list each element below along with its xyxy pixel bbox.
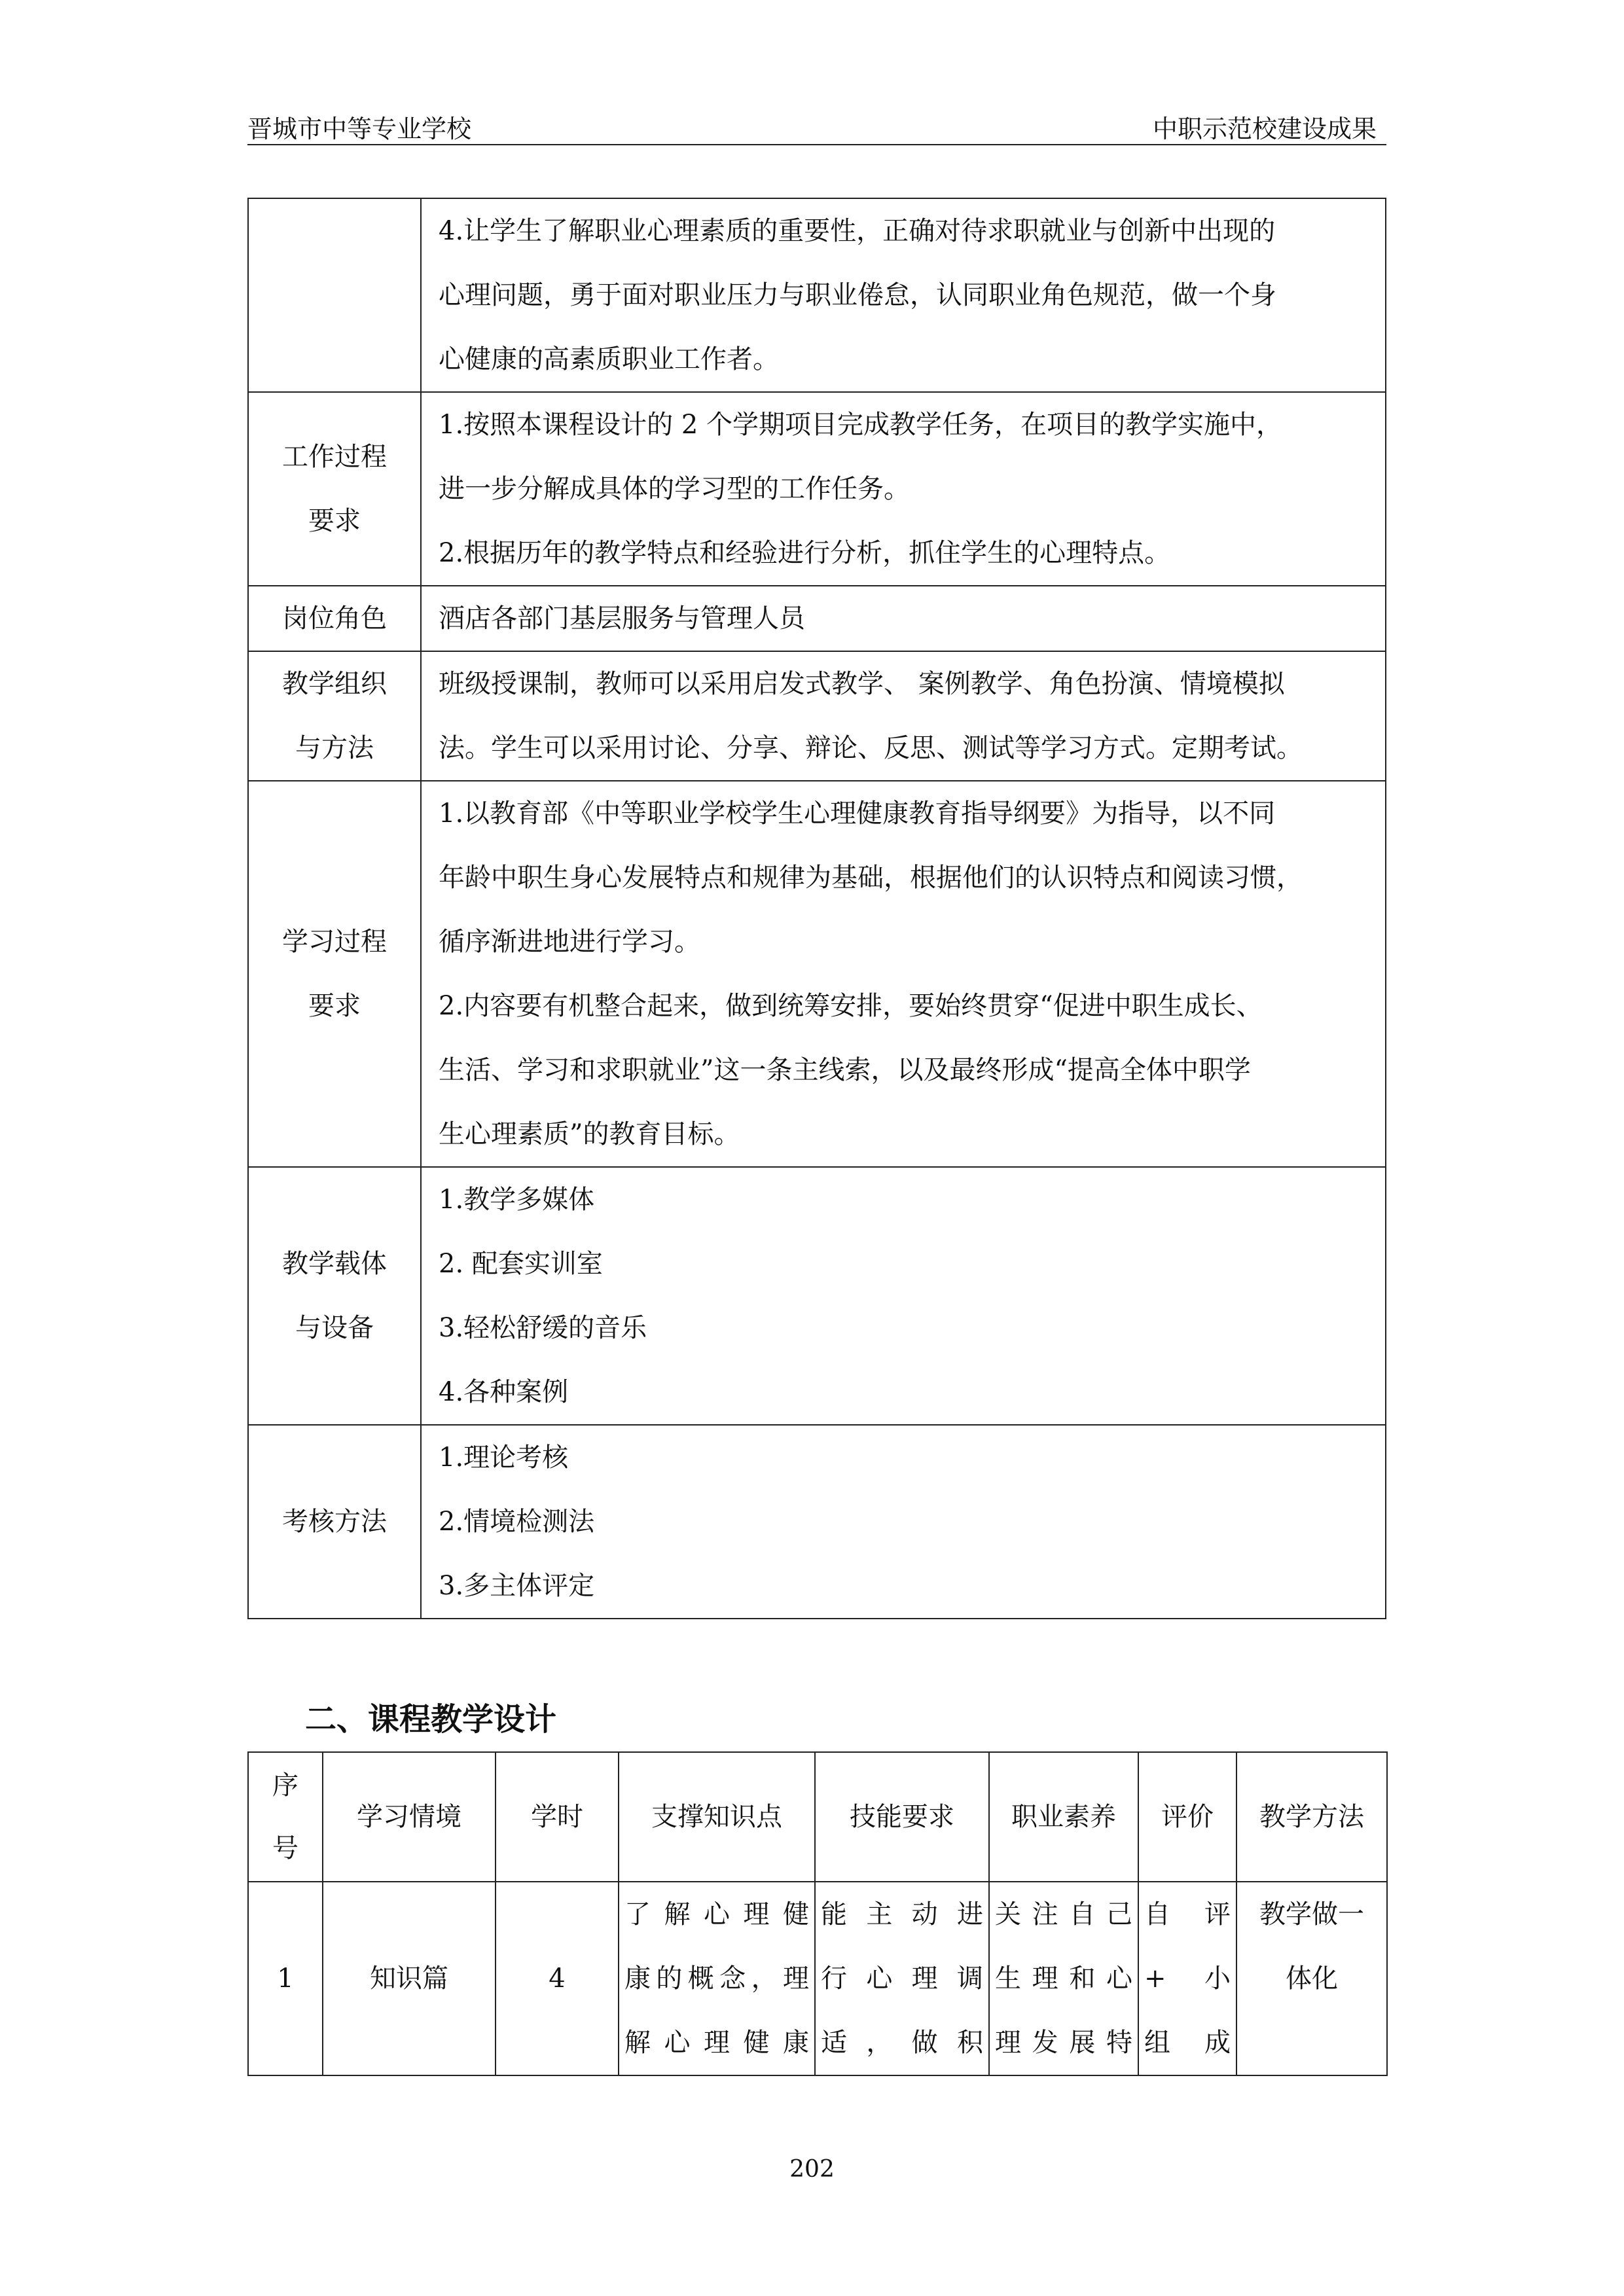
cell-skills <box>815 1882 989 2075</box>
header-method: 教学方法 <box>1236 1752 1387 1882</box>
cell-line: 体化 <box>1286 1964 1338 1994</box>
table-row <box>248 1882 1387 2075</box>
course-info-table <box>247 198 1386 1619</box>
page-number: 202 <box>789 2156 835 2183</box>
cell-line: 适，做积 <box>821 2028 983 2058</box>
label-line: 要求 <box>308 991 361 1021</box>
cell-line: 解心理健康 <box>624 2028 809 2058</box>
row-label-work-process <box>248 392 421 586</box>
content-line: 生活、学习和求职就业”这一条主线索，以及最终形成“提高全体中职学 <box>439 1055 1251 1085</box>
content-line: 1.按照本课程设计的 2 个学期项目完成教学任务，在项目的教学实施中， <box>439 410 1283 440</box>
section-title: 二、课程教学设计 <box>305 1701 557 1738</box>
cell-hours: 4 <box>496 1882 619 2075</box>
cell-evaluation <box>1138 1882 1236 2075</box>
label-line: 要求 <box>308 506 361 536</box>
header-line: 序 <box>272 1770 298 1801</box>
row-content-goal <box>421 198 1386 392</box>
label-line: 工作过程 <box>282 442 387 472</box>
table-row-media <box>248 1167 1386 1425</box>
cell-method <box>1236 1882 1387 2075</box>
content-line: 4.各种案例 <box>439 1377 569 1407</box>
content-line: 班级授课制，教师可以采用启发式教学、 案例教学、角色扮演、情境模拟 <box>439 669 1285 699</box>
header-divider <box>247 144 1386 145</box>
header-seq <box>248 1752 323 1882</box>
cell-line: 了解心理健 <box>624 1899 809 1929</box>
table-row-job-role <box>248 586 1386 651</box>
header-quality: 职业素养 <box>989 1752 1138 1882</box>
cell-line: 能主动进 <box>821 1899 983 1929</box>
row-label-goal <box>248 198 421 392</box>
cell-line: 康的概念，理 <box>624 1964 809 1994</box>
table-row-goal <box>248 198 1386 392</box>
cell-line: +小 <box>1144 1964 1231 1994</box>
row-content-study-process <box>421 781 1386 1167</box>
table-row-study-process <box>248 781 1386 1167</box>
label-line: 教学组织 <box>282 669 387 699</box>
row-content-work-process <box>421 392 1386 586</box>
content-line: 法。学生可以采用讨论、分享、辩论、反思、测试等学习方式。定期考试。 <box>439 733 1303 763</box>
content-line: 进一步分解成具体的学习型的工作任务。 <box>439 474 910 504</box>
cell-situation: 知识篇 <box>323 1882 496 2075</box>
cell-quality <box>989 1882 1138 2075</box>
row-content-media <box>421 1167 1386 1425</box>
header-school-name: 晋城市中等专业学校 <box>247 115 472 143</box>
content-line: 2.情境检测法 <box>439 1507 595 1537</box>
row-label-assessment <box>248 1425 421 1619</box>
content-line: 年龄中职生身心发展特点和规律为基础，根据他们的认识特点和阅读习惯， <box>439 863 1303 893</box>
course-design-table <box>247 1751 1388 2076</box>
cell-line: 生理和心 <box>995 1964 1132 1994</box>
header-line: 号 <box>272 1833 298 1863</box>
header-skills: 技能要求 <box>815 1752 989 1882</box>
content-line: 1.理论考核 <box>439 1443 569 1473</box>
content-line: 3.多主体评定 <box>439 1571 595 1601</box>
row-content-teaching-org <box>421 651 1386 781</box>
cell-seq: 1 <box>248 1882 323 2075</box>
header-knowledge: 支撑知识点 <box>619 1752 815 1882</box>
cell-line: 行心理调 <box>821 1964 983 1994</box>
cell-line: 自评 <box>1144 1899 1231 1929</box>
content-line: 1.以教育部《中等职业学校学生心理健康教育指导纲要》为指导，以不同 <box>439 798 1276 829</box>
row-content-job-role <box>421 586 1386 651</box>
content-line: 2. 配套实训室 <box>439 1249 603 1279</box>
row-label-study-process <box>248 781 421 1167</box>
content-line: 4.让学生了解职业心理素质的重要性，正确对待求职就业与创新中出现的 <box>439 216 1276 246</box>
header-document-title: 中职示范校建设成果 <box>1152 115 1377 143</box>
cell-line: 教学做一 <box>1259 1899 1364 1929</box>
table-row-work-process <box>248 392 1386 586</box>
header-situation: 学习情境 <box>323 1752 496 1882</box>
content-line: 1.教学多媒体 <box>439 1185 595 1215</box>
row-label-teaching-org <box>248 651 421 781</box>
cell-knowledge <box>619 1882 815 2075</box>
content-line: 2.内容要有机整合起来，做到统筹安排，要始终贯穿“促进中职生成长、 <box>439 991 1263 1021</box>
row-label-job-role <box>248 586 421 651</box>
content-line: 心健康的高素质职业工作者。 <box>439 344 779 374</box>
label-line: 与设备 <box>295 1313 374 1343</box>
cell-line: 组成 <box>1144 2028 1231 2058</box>
row-content-assessment <box>421 1425 1386 1619</box>
table-header-row <box>248 1752 1387 1882</box>
label-line: 考核方法 <box>282 1507 387 1537</box>
header-hours: 学时 <box>496 1752 619 1882</box>
label-line: 教学载体 <box>282 1249 387 1279</box>
label-line: 岗位角色 <box>282 603 387 634</box>
table-row-teaching-org <box>248 651 1386 781</box>
content-line: 循序渐进地进行学习。 <box>439 927 700 957</box>
row-label-media <box>248 1167 421 1425</box>
cell-line: 理发展特 <box>995 2028 1132 2058</box>
content-line: 生心理素质”的教育目标。 <box>439 1119 740 1149</box>
label-line: 学习过程 <box>282 927 387 957</box>
header-evaluation: 评价 <box>1138 1752 1236 1882</box>
label-line: 与方法 <box>295 733 374 763</box>
table-row-assessment <box>248 1425 1386 1619</box>
content-line: 酒店各部门基层服务与管理人员 <box>439 603 805 634</box>
content-line: 2.根据历年的教学特点和经验进行分析，抓住学生的心理特点。 <box>439 538 1171 568</box>
cell-line: 关注自己 <box>995 1899 1132 1929</box>
content-line: 3.轻松舒缓的音乐 <box>439 1313 647 1343</box>
content-line: 心理问题，勇于面对职业压力与职业倦怠，认同职业角色规范，做一个身 <box>439 280 1276 310</box>
